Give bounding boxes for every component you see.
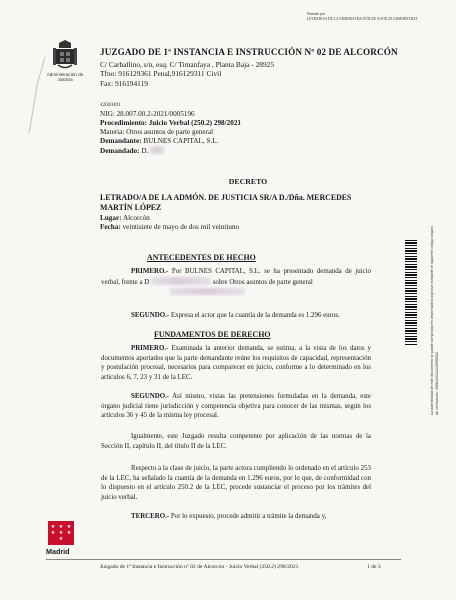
defendant-value: D. <box>141 147 149 155</box>
redacted-block <box>150 146 164 154</box>
redacted-block <box>170 288 245 295</box>
fundamento-segundo-lead: SEGUNDO.- <box>131 393 170 400</box>
fundamento-primero-text: Examinada la anterior demanda, se estima, a la vista de los datos y documentos aportados que la parte demandante reúne los requisitos de capacidad, representación y postulación procesal, necesarios para comparecer en juicio, conforme a lo determinado en los artículos 6, 7, 23 y 31 de la LEC. <box>101 345 371 381</box>
fundamento-segundo <box>101 392 371 421</box>
side-verification <box>422 225 452 415</box>
fundamento-primero <box>101 344 371 382</box>
redacted-block <box>151 277 211 285</box>
date-label: Fecha: <box>100 223 121 231</box>
fundamento-respecto-text: Respecto a la clase de juicio, la parte actora cumpliendo lo ordenado en el artículo 253 de la LEC, ha señalado la cuantía de la demanda en 1.296 euros, por lo que, de conformidad con lo dispuesto en el artículo 250.2 de la LEC, procede sustanciar el proceso por los trámites del juicio verbal. <box>101 465 371 501</box>
document-code: 42020491 <box>100 102 121 108</box>
signed-by-role: LETRADO/A DE LA ADMINISTRACIÓN DE JUSTICIA ADMINISTRAT <box>307 17 418 21</box>
antecedente-segundo-lead: SEGUNDO.- <box>131 312 170 319</box>
fundamento-segundo-text: Así mismo, vistas las pretensiones formuladas en la demanda, este órgano judicial tiene jurisdicción y competencia objetiva para conocer de las mismas, según los artículos 36 y 45 de la misma ley procesal. <box>101 393 371 420</box>
fundamentos-heading: FUNDAMENTOS DE DERECHO <box>154 330 271 339</box>
antecedente-segundo-text: Expresa el actor que la cuantía de la demanda es 1.296 euros. <box>169 312 340 319</box>
lawyer-line-1: LETRADO/A DE LA ADMÓN. DE JUSTICIA SR/A D./Dña. MERCEDES <box>100 193 352 202</box>
logo-caption: Administración de Justicia <box>46 72 84 82</box>
antecedente-primero-text: Por BULNES CAPITAL, S.L. se ha presentado demanda de juicio verbal, frente a D <box>101 268 371 286</box>
verification-note: La autenticidad de este documento se puede comprobar en www.madrid.org/cove mediante el siguiente código seguro de verificación: 0908433132410596052 <box>430 226 439 415</box>
antecedente-primero-lead: PRIMERO.- <box>131 268 169 275</box>
place-line <box>100 214 150 223</box>
court-name: JUZGADO DE 1ª INSTANCIA E INSTRUCCIÓN Nº 02 DE ALCORCÓN <box>100 47 398 57</box>
antecedente-primero <box>101 267 371 287</box>
court-address: C/ Carballino, s/n, esq. C/ Timanfaya , Planta Baja - 28925 <box>100 60 275 69</box>
defendant-label: Demandado: <box>100 147 140 155</box>
footer-rule <box>46 559 401 560</box>
barcode <box>405 240 417 345</box>
footer-text: Juzgado de 1ª Instancia e Instrucción nº 02 de Alcorcón - Juicio Verbal (250.2) 298/2021 <box>100 564 299 570</box>
page-number: 1 de 3 <box>367 564 381 570</box>
madrid-logo-icon: ★ ★ ★ ★ ★ ★ ★ <box>48 521 74 545</box>
signed-by-label: Firmado por: <box>307 12 326 16</box>
plaintiff-line <box>100 137 218 146</box>
lawyer-line-2: MARTÍN LÓPEZ <box>100 203 162 212</box>
procedure-label: Procedimiento: <box>100 119 147 127</box>
nig-line: NIG: 28.007.00.2-2021/0005196 <box>100 110 195 118</box>
antecedente-primero-tail: sobre Otros asuntos de parte general <box>212 278 313 286</box>
fundamento-respecto <box>101 464 371 502</box>
fundamento-primero-lead: PRIMERO.- <box>131 345 169 352</box>
date-line <box>100 223 239 232</box>
court-phones: Tfno: 916129361 Penal,916129311 Civil <box>100 69 222 78</box>
fundamento-igualmente <box>101 432 371 451</box>
plaintiff-value: BULNES CAPITAL, S.L. <box>143 137 219 145</box>
place-value: Alcorcón <box>122 214 150 222</box>
place-label: Lugar: <box>100 214 122 222</box>
defendant-line <box>100 146 164 156</box>
pen-mark-icon <box>15 55 55 135</box>
plaintiff-label: Demandante: <box>100 137 142 145</box>
decree-title: DECRETO <box>228 177 268 186</box>
date-value: veintisiete de mayo de dos mil veintiuno <box>122 223 240 231</box>
procedure-value: Juicio Verbal (250.2) 298/2021 <box>148 119 242 127</box>
antecedente-segundo <box>101 311 371 321</box>
fundamento-tercero <box>101 512 371 522</box>
fundamento-tercero-text: Por lo expuesto, procede admitir a trámite la demanda y, <box>169 513 327 520</box>
matter-line: Materia: Otros asuntos de parte general <box>100 128 214 136</box>
fundamento-tercero-lead: TERCERO.- <box>131 513 170 520</box>
antecedentes-heading: ANTECEDENTES DE HECHO <box>147 253 256 262</box>
madrid-logo-label: Madrid <box>46 547 70 556</box>
fundamento-igualmente-text: Igualmente, este Juzgado resulta competente por aplicación de las normas de la Sección II, capítulo II, del título II de la LEC. <box>101 433 371 450</box>
coat-of-arms-icon <box>52 40 78 70</box>
procedure-line <box>100 119 241 128</box>
court-fax: Fax: 916194119 <box>100 79 148 88</box>
